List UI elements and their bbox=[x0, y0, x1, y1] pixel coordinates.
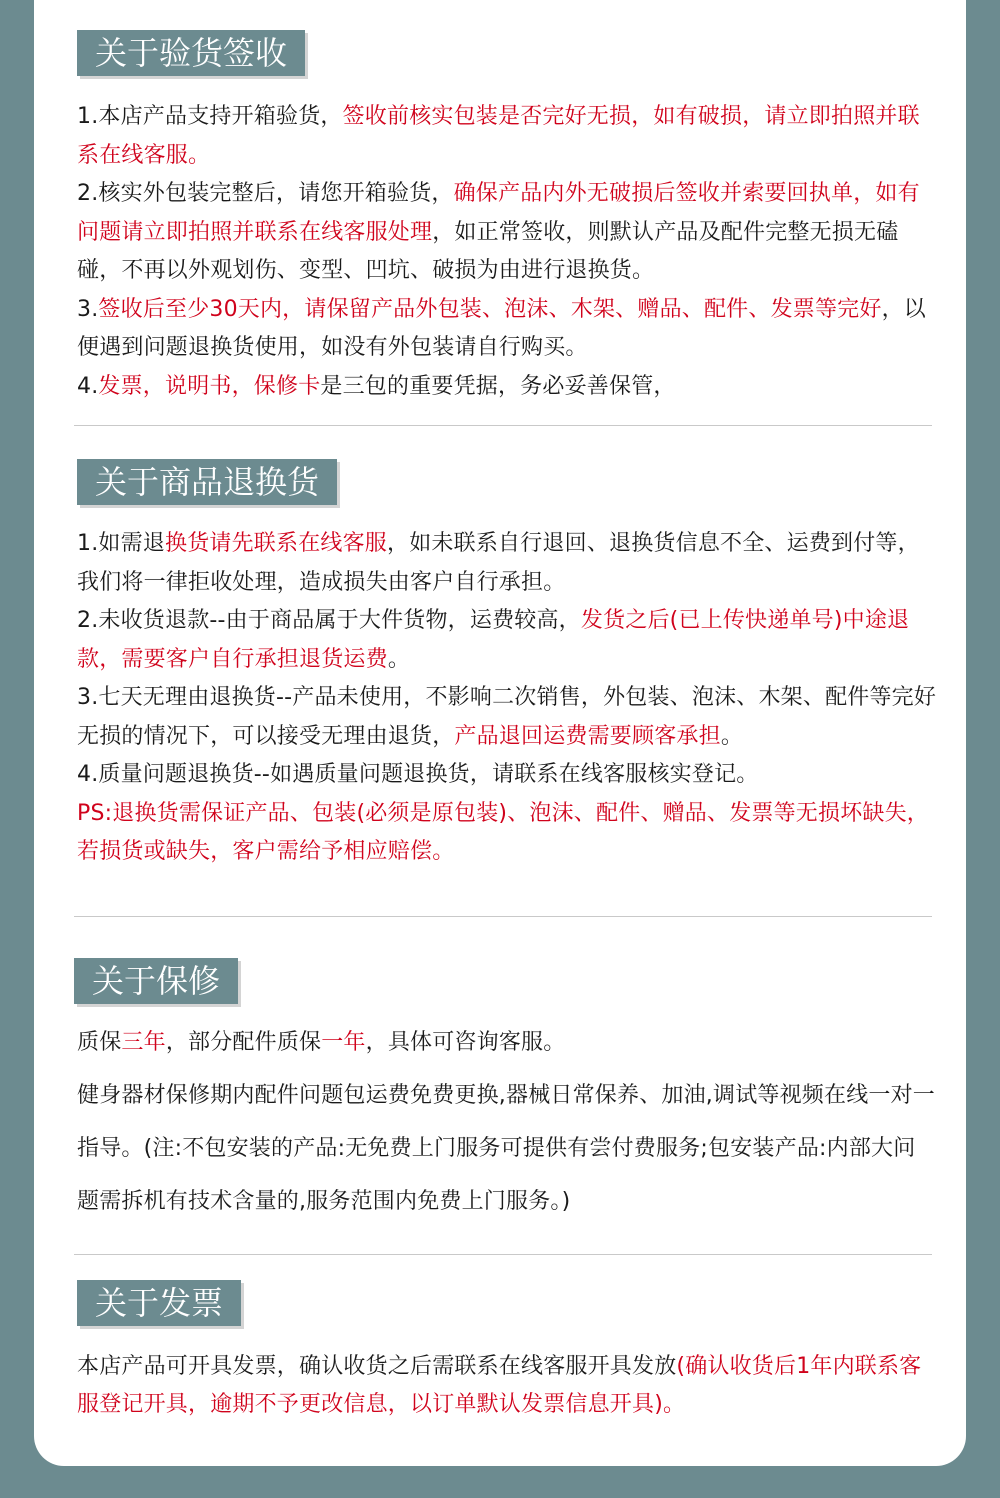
body-text: 3. bbox=[77, 296, 99, 322]
section-body-warranty bbox=[77, 1016, 937, 1228]
body-text: 3.七天无理由退换货--产品未使用，不影响二次销售，外包装、泡沫、木架、配件等完好无损的情况下，可以接受无理由退货， bbox=[77, 685, 937, 749]
body-text: 。 bbox=[720, 723, 744, 749]
highlighted-text: 发货之后(已上传快递单号)中途退款，需要客户自行承担退货运费 bbox=[77, 608, 910, 672]
highlighted-text: 签收后至少30天内，请保留产品外包装、泡沫、木架、赠品、配件、发票等完好 bbox=[98, 296, 882, 322]
paragraph bbox=[77, 368, 937, 407]
body-text: ，以便遇到问题退换货使用，如没有外包装请自行购买。 bbox=[77, 296, 926, 360]
body-text: 质保 bbox=[77, 1030, 122, 1055]
body-text: 健身器材保修期内配件问题包运费免费更换,器械日常保养、加油,调试等视频在线一对一指导。(注:不包安装的产品:无免费上门服务可提供有尝付费服务;包安装产品:内部大问题需拆机有技术含量的,服务范围内免费上门服务。) bbox=[77, 1083, 935, 1214]
section-body-returns bbox=[77, 525, 937, 872]
section-divider bbox=[74, 425, 932, 426]
paragraph bbox=[77, 795, 937, 872]
body-text: 。 bbox=[387, 646, 411, 672]
body-text: 1.如需退 bbox=[77, 531, 165, 556]
section-title-warranty: 关于保修 bbox=[74, 958, 238, 1004]
paragraph bbox=[77, 602, 937, 679]
body-text: 4.质量问题退换货--如遇质量问题退换货，请联系在线客服核实登记。 bbox=[77, 762, 759, 787]
body-text: ，如正常签收，则默认产品及配件完整无损无磕碰，不再以外观划伤、变型、凹坑、破损为由进行退换货。 bbox=[77, 219, 899, 283]
body-text: 2.核实外包装完整后，请您开箱验货， bbox=[77, 181, 454, 206]
body-text: ，部分配件质保 bbox=[165, 1030, 322, 1055]
body-text: ，如未联系自行退回、退换货信息不全、运费到付等，我们将一律拒收处理，造成损失由客户自行承担。 bbox=[77, 531, 920, 595]
paragraph bbox=[77, 175, 937, 291]
paragraph bbox=[77, 1348, 937, 1424]
paragraph bbox=[77, 756, 937, 795]
section-title-invoice: 关于发票 bbox=[77, 1280, 241, 1326]
body-text: 本店产品可开具发票，确认收货之后需联系在线客服开具发放 bbox=[77, 1354, 677, 1379]
body-text: ，具体可咨询客服。 bbox=[365, 1030, 566, 1055]
section-body-invoice bbox=[77, 1348, 937, 1424]
section-title-inspection: 关于验货签收 bbox=[77, 30, 305, 76]
highlighted-text: 一年 bbox=[321, 1030, 366, 1055]
section-divider bbox=[74, 1254, 932, 1255]
content-card bbox=[34, 0, 966, 1466]
paragraph bbox=[77, 291, 937, 368]
body-text: 4. bbox=[77, 373, 99, 399]
body-text: 2.未收货退款--由于商品属于大件货物，运费较高， bbox=[77, 608, 581, 633]
highlighted-text: 签收前核实包装是否完好无损，如有破损，请立即拍照并联系在线客服。 bbox=[77, 104, 920, 168]
section-body-inspection bbox=[77, 98, 937, 406]
paragraph bbox=[77, 525, 937, 602]
paragraph bbox=[77, 1016, 937, 1069]
highlighted-text: 换货请先联系在线客服 bbox=[165, 531, 388, 556]
highlighted-text: 发票，说明书，保修卡 bbox=[98, 373, 321, 399]
highlighted-text: (确认收货后1年内联系客服登记开具，逾期不予更改信息，以订单默认发票信息开具)。 bbox=[77, 1354, 922, 1417]
paragraph bbox=[77, 98, 937, 175]
highlighted-text: 确保产品内外无破损后签收并索要回执单，如有问题请立即拍照并联系在线客服处理 bbox=[77, 181, 920, 245]
highlighted-text: 三年 bbox=[121, 1030, 166, 1055]
body-text: 1.本店产品支持开箱验货， bbox=[77, 104, 343, 129]
section-title-returns: 关于商品退换货 bbox=[77, 459, 337, 505]
highlighted-text: PS:退换货需保证产品、包装(必须是原包装)、泡沫、配件、赠品、发票等无损坏缺失，若损货或缺失，客户需给予相应赔偿。 bbox=[77, 800, 930, 864]
highlighted-text: 产品退回运费需要顾客承担 bbox=[454, 723, 721, 749]
paragraph bbox=[77, 1069, 937, 1228]
section-divider bbox=[74, 916, 932, 917]
body-text: 是三包的重要凭据，务必妥善保管， bbox=[320, 373, 676, 399]
paragraph bbox=[77, 679, 937, 756]
